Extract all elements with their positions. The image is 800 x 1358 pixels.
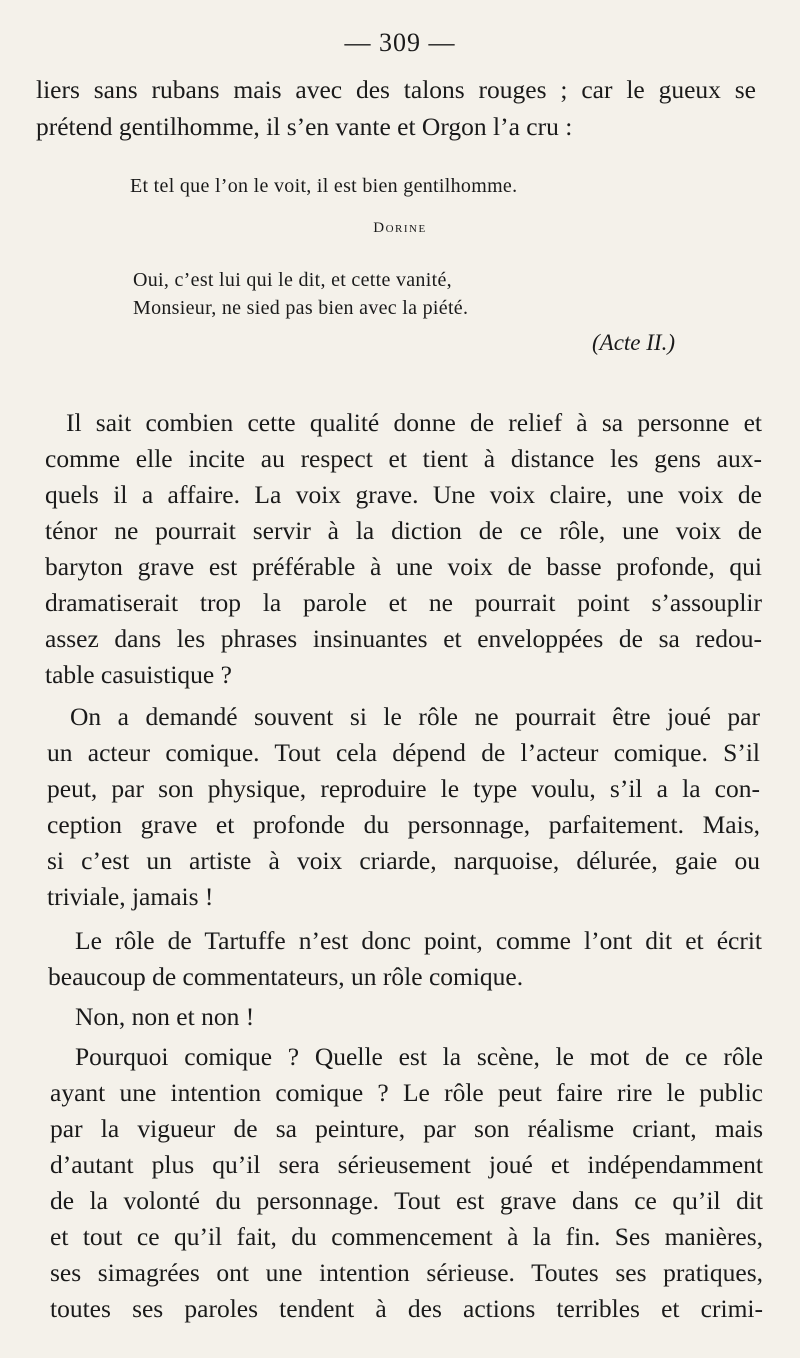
text-line: beaucoup de commentateurs, un rôle comique. — [48, 962, 524, 991]
text-line: assez dans les phrases insinuantes et enveloppées de sa redou- — [45, 624, 762, 653]
verse-line: Et tel que l’on le voit, il est bien gentilhomme. — [130, 175, 518, 197]
text-line: Pourquoi comique ? Quelle est la scène, le mot de ce rôle — [75, 1042, 763, 1071]
text-line: baryton grave est préférable à une voix de basse profonde, qui — [45, 552, 762, 581]
text-line: et tout ce qu’il fait, du commencement à la fin. Ses manières, — [50, 1222, 763, 1251]
text-line: On a demandé souvent si le rôle ne pourrait être joué par — [70, 702, 760, 731]
text-line: si c’est un artiste à voix criarde, narquoise, délurée, gaie ou — [47, 846, 760, 875]
text-line: Non, non et non ! — [75, 1002, 255, 1031]
page-number: — 309 — — [344, 28, 456, 57]
text-line: comme elle incite au respect et tient à distance les gens aux- — [45, 444, 762, 473]
text-line: dramatiserait trop la parole et ne pourrait point s’assouplir — [45, 588, 762, 617]
text-line: ayant une intention comique ? Le rôle peut faire rire le public — [50, 1078, 763, 1107]
text-line: liers sans rubans mais avec des talons rouges ; car le gueux se — [36, 75, 756, 104]
text-line: toutes ses paroles tendent à des actions terribles et crimi- — [50, 1294, 763, 1323]
text-line: Le rôle de Tartuffe n’est donc point, comme l’ont dit et écrit — [75, 926, 762, 955]
text-line: un acteur comique. Tout cela dépend de l’acteur comique. S’il — [47, 738, 760, 767]
act-reference: (Acte II.) — [592, 330, 675, 355]
verse-line: Monsieur, ne sied pas bien avec la piété. — [133, 297, 469, 319]
verse-line: Oui, c’est lui qui le dit, et cette vanité, — [133, 269, 452, 291]
text-line: ception grave et profonde du personnage, parfaitement. Mais, — [47, 810, 760, 839]
text-line: table casuistique ? — [45, 660, 232, 689]
text-line: d’autant plus qu’il sera sérieusement joué et indépendamment — [50, 1150, 763, 1179]
text-line: prétend gentilhomme, il s’en vante et Orgon l’a cru : — [36, 112, 573, 141]
text-line: de la volonté du personnage. Tout est grave dans ce qu’il dit — [50, 1186, 763, 1215]
text-line: triviale, jamais ! — [47, 882, 214, 911]
text-line: ses simagrées ont une intention sérieuse. Toutes ses pratiques, — [50, 1258, 763, 1287]
text-line: peut, par son physique, reproduire le type voulu, s’il a la con- — [47, 774, 760, 803]
speaker-name: Dorine — [373, 220, 427, 236]
text-line: quels il a affaire. La voix grave. Une voix claire, une voix de — [45, 480, 762, 509]
text-line: Il sait combien cette qualité donne de relief à sa personne et — [66, 408, 762, 437]
text-line: par la vigueur de sa peinture, par son réalisme criant, mais — [50, 1114, 763, 1143]
text-line: ténor ne pourrait servir à la diction de ce rôle, une voix de — [45, 516, 762, 545]
